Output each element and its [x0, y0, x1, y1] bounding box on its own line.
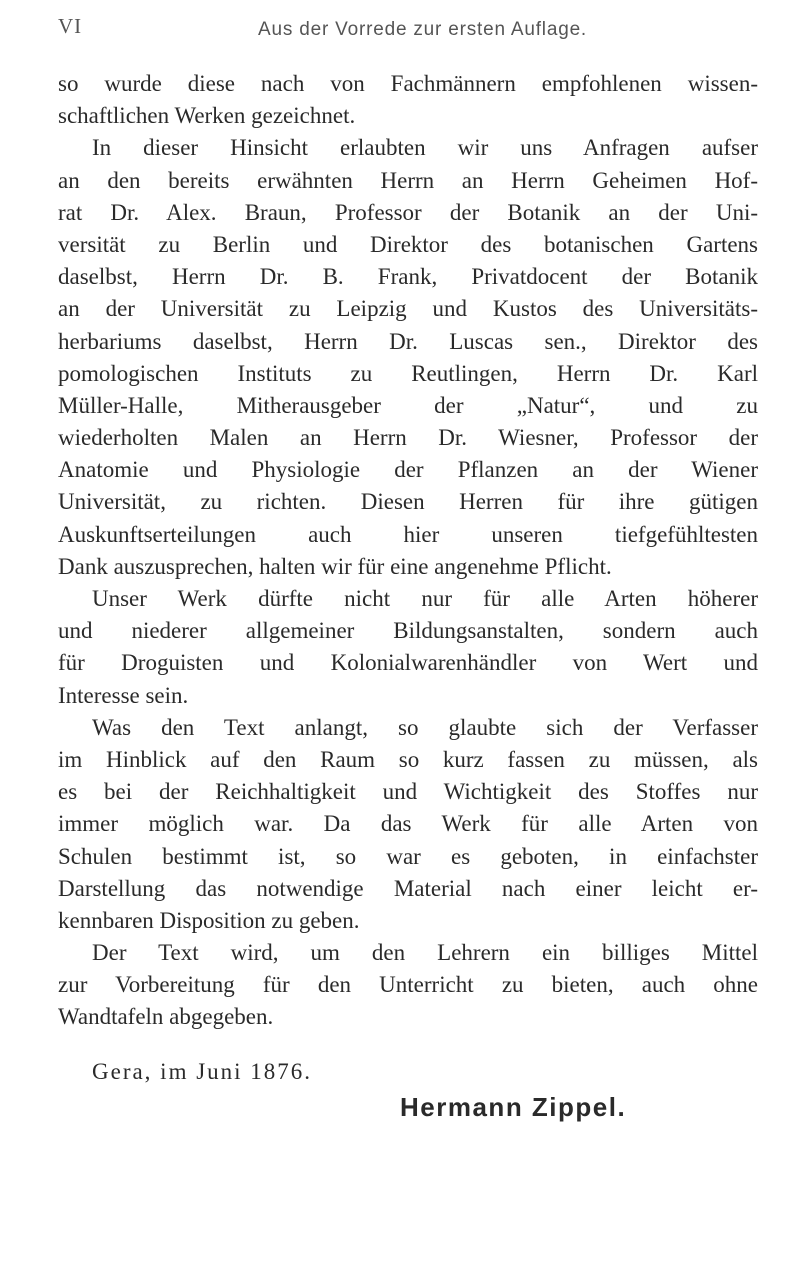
body-text — [58, 68, 758, 1088]
text-line: Müller-Halle, Mitherausgeber der „Natur“, und zu — [58, 392, 758, 418]
text-line: rat Dr. Alex. Braun, Professor der Botanik an der Uni- — [58, 199, 758, 225]
text-line: Unser Werk dürfte nicht nur für alle Arten höherer — [92, 586, 758, 611]
running-title: Aus der Vorrede zur ersten Auflage. — [258, 19, 588, 40]
text-line: so wurde diese nach von Fachmännern empfohlenen wissen- — [58, 71, 758, 96]
text-line: Wandtafeln abgegeben. — [58, 1004, 274, 1030]
text-line: kennbaren Disposition zu geben. — [58, 907, 360, 933]
text-line: es bei der Reichhaltigkeit und Wichtigkeit des Stoffes nur — [58, 779, 758, 805]
paragraph — [58, 712, 758, 937]
paragraph — [58, 68, 758, 132]
paragraph — [58, 937, 758, 1034]
text-line: für Droguisten und Kolonialwarenhändler von Wert und — [58, 650, 758, 676]
text-line: an den bereits erwähnten Herrn an Herrn Geheimen Hof- — [58, 167, 758, 193]
text-line: an der Universität zu Leipzig und Kustos des Universitäts- — [58, 296, 758, 322]
text-line: In dieser Hinsicht erlaubten wir uns Anfragen aufser — [92, 135, 758, 161]
text-line: Universität, zu richten. Diesen Herren für ihre gütigen — [58, 489, 758, 515]
text-line: pomologischen Instituts zu Reutlingen, Herrn Dr. Karl — [58, 360, 758, 386]
paragraph — [58, 583, 758, 712]
text-line: Auskunftserteilungen auch hier unseren tiefgefühltesten — [58, 521, 758, 547]
text-line: und niederer allgemeiner Bildungsanstalten, sondern auch — [58, 618, 758, 644]
text-line: im Hinblick auf den Raum so kurz fassen zu müssen, als — [58, 746, 758, 772]
page-header — [58, 14, 758, 44]
page-number: VI — [58, 14, 83, 38]
text-line: Anatomie und Physiologie der Pflanzen an der Wiener — [58, 457, 758, 483]
dateline: Gera, im Juni 1876. — [92, 1058, 313, 1084]
text-line: herbariums daselbst, Herrn Dr. Luscas sen., Direktor des — [58, 328, 758, 354]
text-line: Interesse sein. — [58, 682, 189, 708]
text-line: versität zu Berlin und Direktor des botanischen Gartens — [58, 231, 758, 257]
paragraph — [58, 132, 758, 583]
text-line: Schulen bestimmt ist, so war es geboten, in einfachster — [58, 843, 758, 869]
text-line: schaftlichen Werken gezeichnet. — [58, 103, 356, 129]
text-line: immer möglich war. Da das Werk für alle Arten von — [58, 811, 758, 837]
text-line: Dank auszusprechen, halten wir für eine angenehme Pflicht. — [58, 553, 612, 579]
text-line: Der Text wird, um den Lehrern ein billiges Mittel — [92, 940, 758, 966]
text-line: daselbst, Herrn Dr. B. Frank, Privatdocent der Botanik — [58, 264, 758, 290]
text-line: Was den Text anlangt, so glaubte sich der Verfasser — [92, 714, 758, 740]
text-line: zur Vorbereitung für den Unterricht zu bieten, auch ohne — [58, 972, 758, 998]
text-line: Darstellung das notwendige Material nach einer leicht er- — [58, 875, 758, 901]
text-line: wiederholten Malen an Herrn Dr. Wiesner, Professor der — [58, 425, 758, 451]
signature: Hermann Zippel. — [400, 1092, 627, 1122]
